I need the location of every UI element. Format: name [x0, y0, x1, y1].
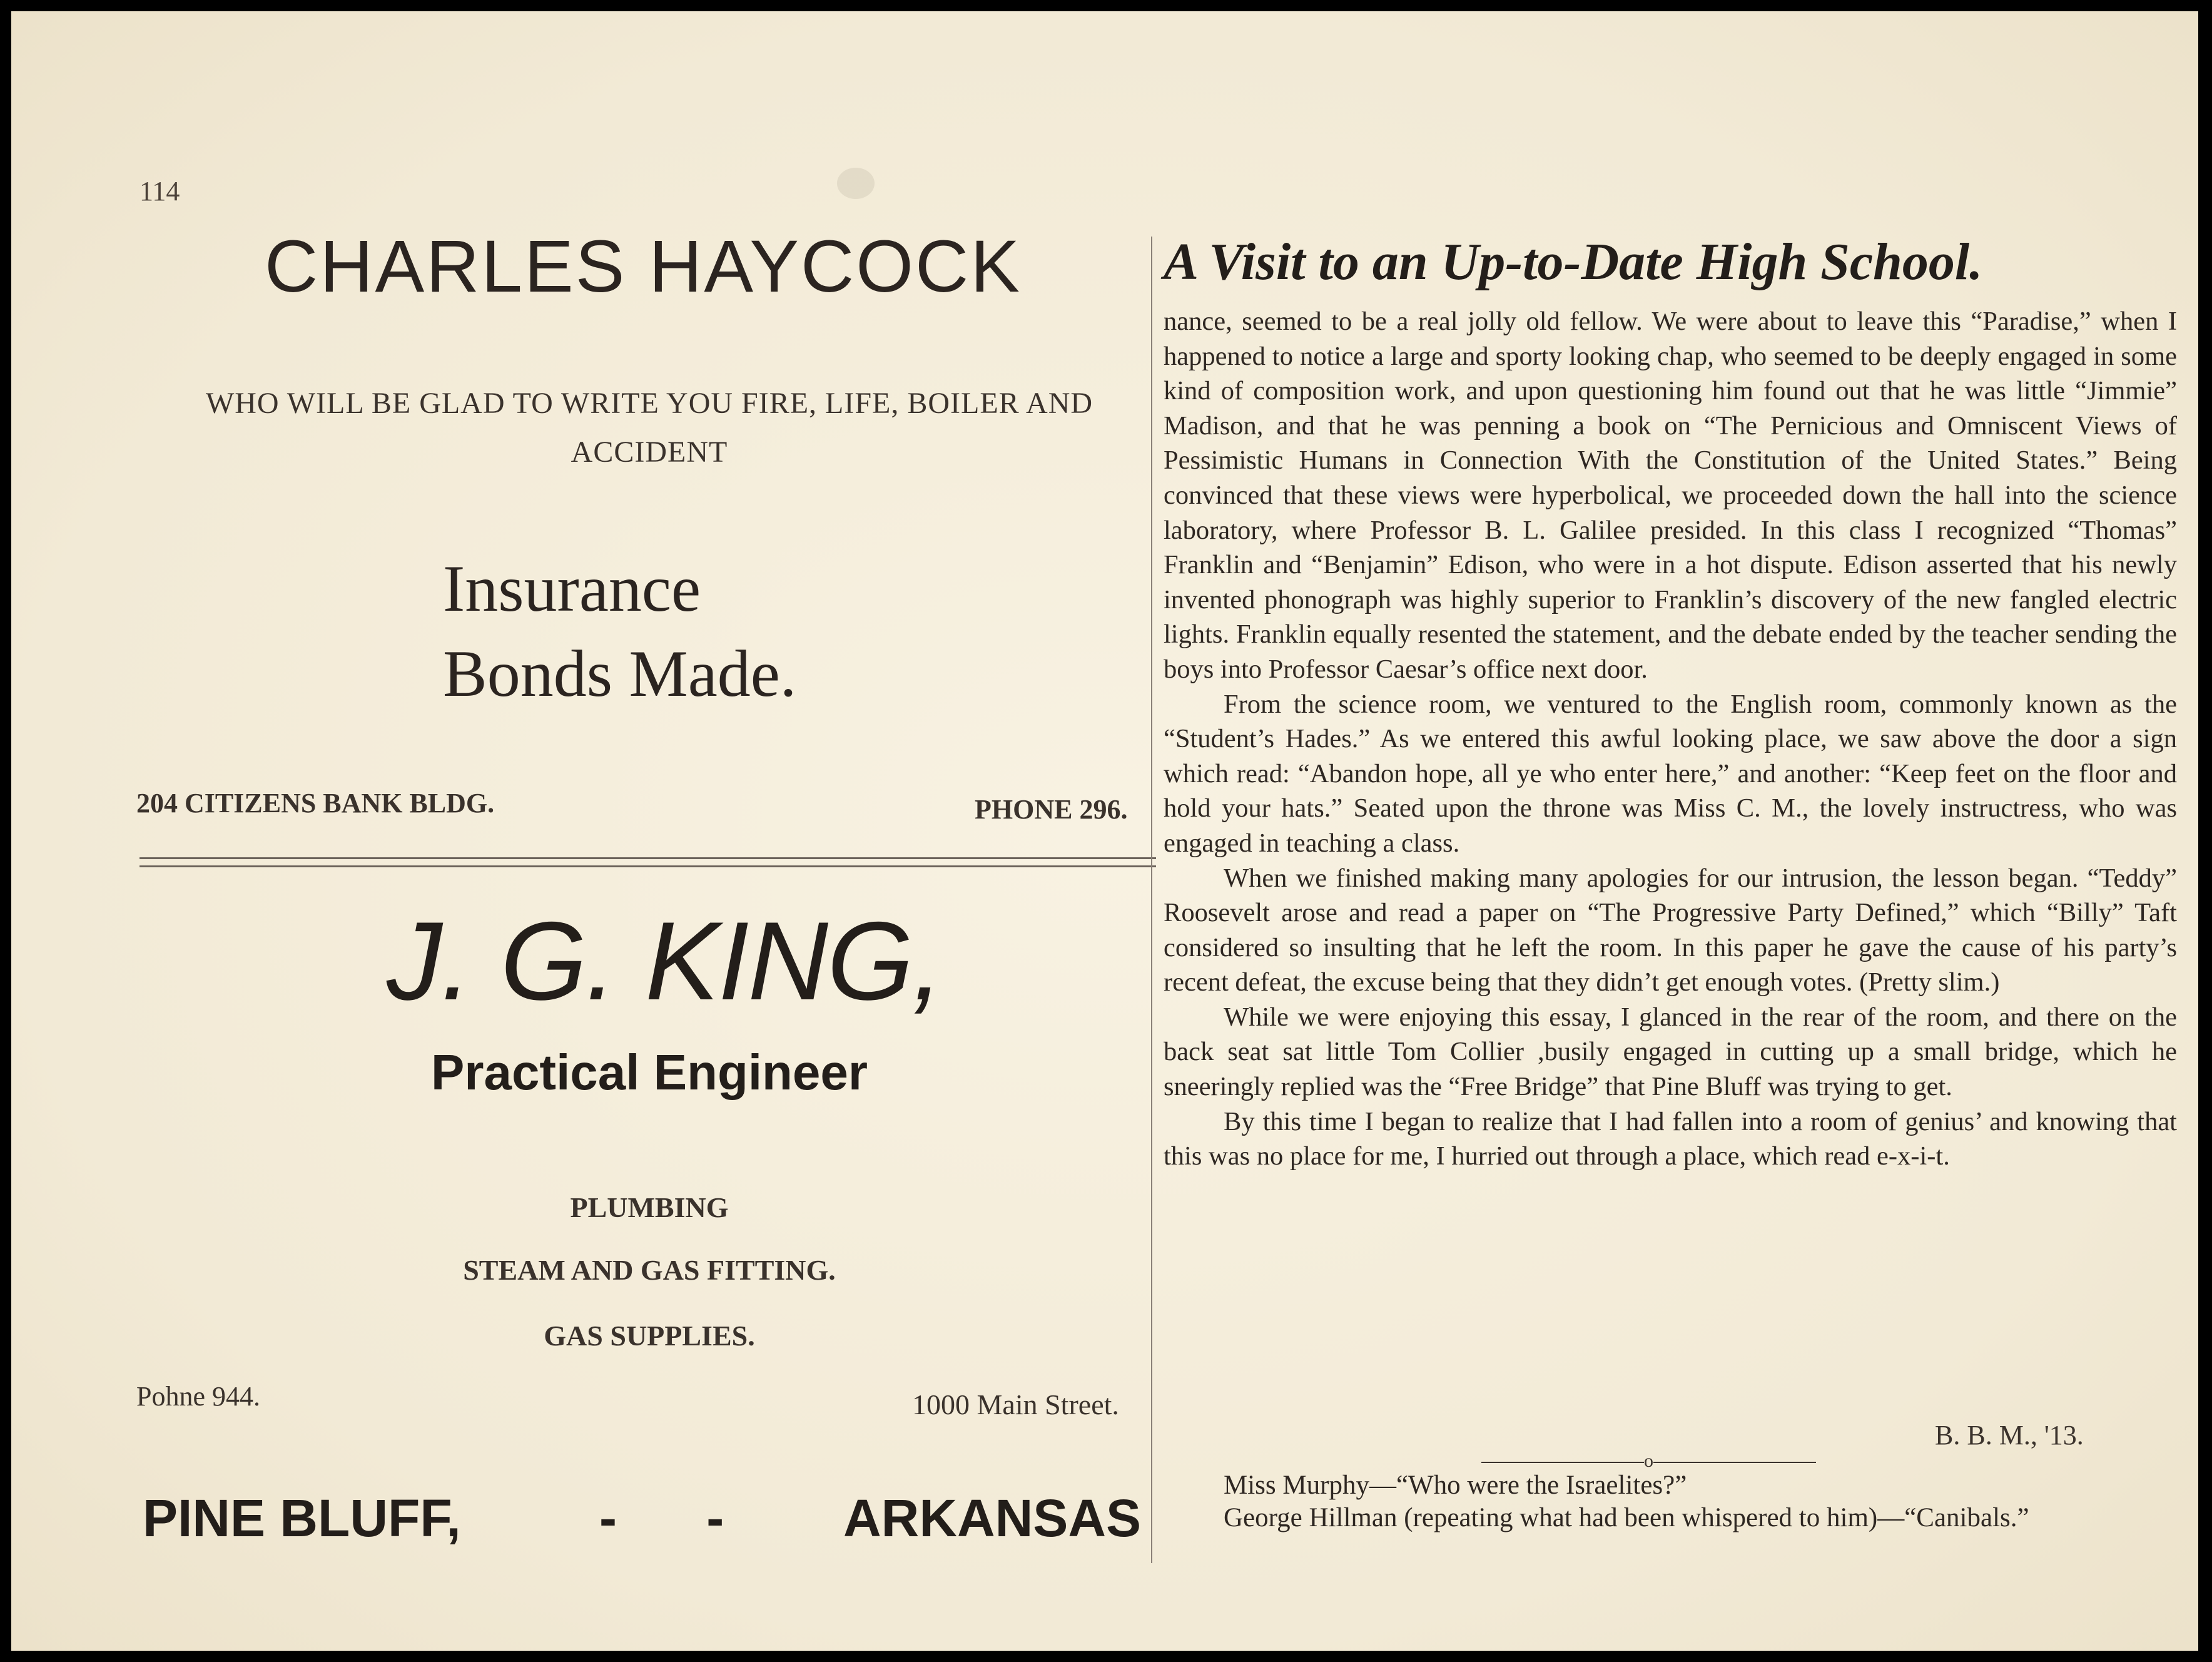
- haycock-address: 204 CITIZENS BANK BLDG.: [136, 788, 495, 818]
- separator-ornament: [1481, 1450, 1816, 1472]
- article-signature: B. B. M., '13.: [1935, 1420, 2084, 1450]
- article-paragraph: nance, seemed to be a real jolly old fellow. We were about to leave this “Paradise,” when I happened to notice a large and sporty looking chap, who seemed to be deeply engaged in some kind of composition work, and upon questioning him found out that he was little “Jimmie” Madison, and that he was penning a book on “The Pernicious and Omniscent Views of Pessimistic Humans in Connection With the Constitution of the United States.” Being convinced that these views were hyperbolical, we proceeded down the hall into the science laboratory, where Professor B. L. Galilee presided. In this class I recognized “Thomas” Franklin and “Benjamin” Edison, who were in a hot dispute. Edison asserted that his newly invented phonograph was highly superior to Franklin’s discovery of the new fangled electric lights. Franklin equally resented the statement, and the debate ended by the teacher sending the boys into Professor Caesar’s office next door.: [1164, 307, 2177, 684]
- insurance-line: Insurance: [443, 552, 701, 625]
- king-dashes: - -: [599, 1489, 724, 1547]
- bonds-line: Bonds Made.: [443, 637, 797, 710]
- king-phone: Pohne 944.: [136, 1381, 260, 1412]
- haycock-ad-name: CHARLES HAYCOCK: [265, 225, 1022, 308]
- king-state: ARKANSAS: [843, 1489, 1142, 1547]
- haycock-tagline-line2: ACCIDENT: [571, 436, 728, 469]
- king-service-plumbing: PLUMBING: [570, 1191, 729, 1223]
- column-rule: [1151, 237, 1152, 1563]
- separator-line-left: [1481, 1462, 1644, 1463]
- page-number: 114: [140, 176, 180, 206]
- separator-line-right: [1653, 1462, 1816, 1463]
- joke-block: [1164, 1469, 2177, 1534]
- haycock-ad-tagline: [136, 379, 1162, 477]
- paper-stain: [837, 168, 875, 199]
- article-paragraph: When we finished making many apologies for our intrusion, the lesson began. “Teddy” Roosevelt arose and read a paper on “The Progressive Party Defined,” which “Billy” Taft considered so insulting that he left the room. In this paper he gave the cause of his party’s recent defeat, the excuse being that they didn’t get enough votes. (Pretty slim.): [1164, 863, 2177, 997]
- king-ad-title: Practical Engineer: [430, 1044, 868, 1100]
- king-service-gas-supplies: GAS SUPPLIES.: [544, 1320, 755, 1352]
- article-title: A Visit to an Up-to-Date High School.: [1164, 233, 1983, 291]
- separator-mark: o: [1644, 1450, 1653, 1471]
- haycock-phone: PHONE 296.: [975, 794, 1128, 825]
- ad-divider-rule: [140, 857, 1156, 867]
- joke-answer: George Hillman (repeating what had been whispered to him)—“Canibals.”: [1224, 1503, 2029, 1532]
- article-paragraph: From the science room, we ventured to the English room, commonly known as the “Student’s Hades.” As we entered this awful looking place, we saw above the door a sign which read: “Abandon hope, all ye who enter here,” and another: “Keep feet on the floor and hold your hats.” Seated upon the throne was Miss C. M., the lovely instructress, who was engaged in teaching a class.: [1164, 689, 2177, 858]
- king-ad-name: J. G. KING,: [387, 899, 942, 1023]
- article-paragraph: By this time I began to realize that I had fallen into a room of genius’ and knowing that this was no place for me, I hurried out through a place, which read e-x-i-t.: [1164, 1106, 2177, 1171]
- king-city: PINE BLUFF,: [143, 1489, 461, 1547]
- king-street: 1000 Main Street.: [912, 1389, 1119, 1420]
- article-paragraph: While we were enjoying this essay, I glanced in the rear of the room, and there on the back seat sat little Tom Collier ,busily engaged in cutting up a small bridge, which he sneeringly replied was the “Free Bridge” that Pine Bluff was trying to get.: [1164, 1002, 2177, 1102]
- king-service-steam-gas: STEAM AND GAS FITTING.: [463, 1254, 836, 1286]
- joke-question: Miss Murphy—“Who were the Israelites?”: [1224, 1471, 1687, 1500]
- article-body: [1164, 304, 2177, 1174]
- haycock-tagline-line1: WHO WILL BE GLAD TO WRITE YOU FIRE, LIFE, BOILER AND: [205, 387, 1093, 420]
- haycock-ad-services: [443, 546, 796, 716]
- yearbook-page: [11, 11, 2198, 1651]
